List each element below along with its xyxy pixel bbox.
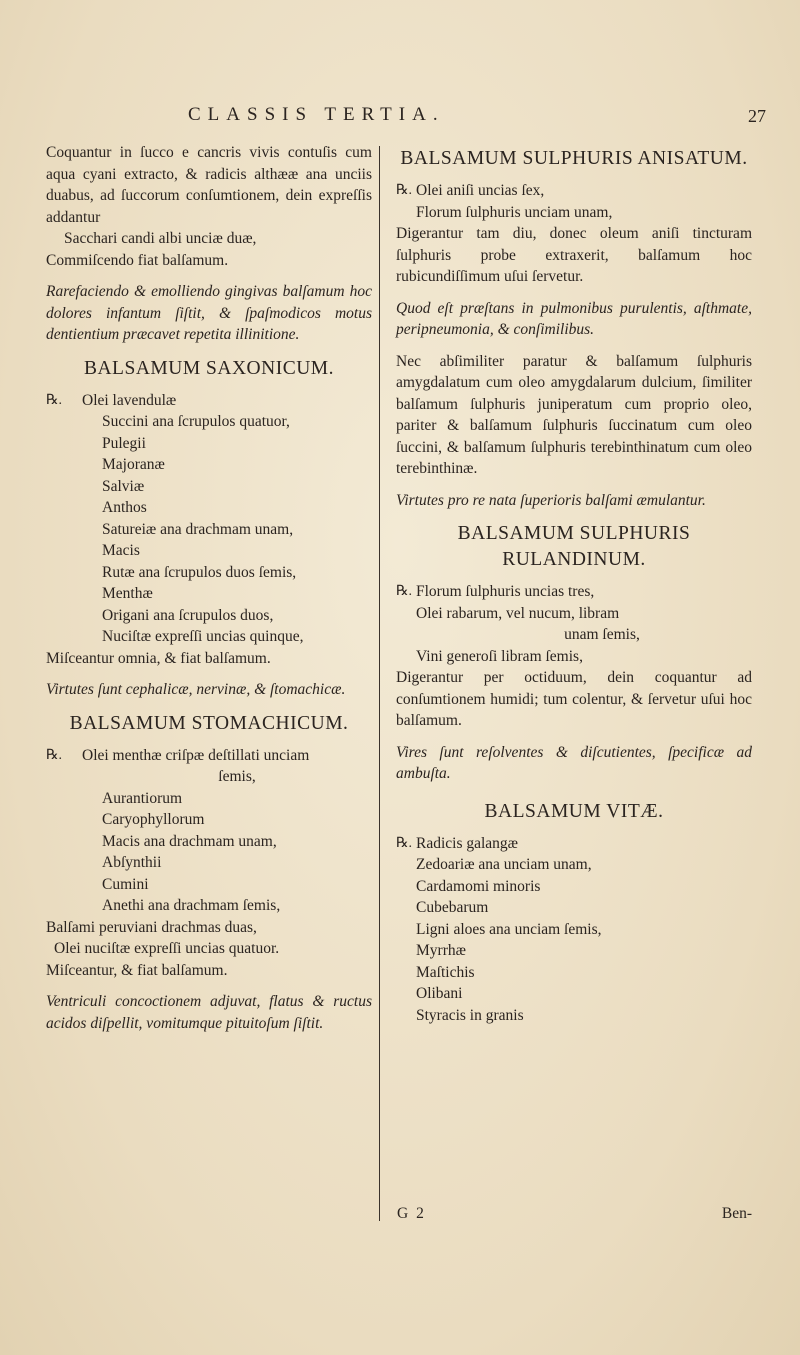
- note-anisatum: Nec abſimiliter paratur & balſamum ſulphuris amygdalatum cum oleo amygdalarum dulcium, ſimiliter balſamum ſulphuris juniperatum cum proprio oleo, pariter & balſamum ſulphuris ſuccinatum cum oleo ſuccini, & balſamum ſulphuris terebinthinatum cum oleo terebinthinæ.: [396, 352, 752, 477]
- virtue2-anisatum: Virtutes pro re nata ſuperioris balſami æmulantur.: [396, 491, 706, 509]
- heading-anisatum: BALSAMUM SULPHURIS ANISATUM.: [400, 148, 748, 169]
- catchword: Ben-: [721, 1205, 752, 1222]
- ingredients-anisatum: [396, 180, 752, 223]
- ingredient-line: unam ſemis,: [564, 626, 640, 643]
- virtue-anisatum: Quod eſt præſtans in pulmonibus purulentis, aſthmate, peripneumonia, & conſimilibus.: [396, 299, 752, 338]
- ingredient-line: Myrrhæ: [416, 942, 466, 959]
- recipe-symbol: ℞.: [396, 584, 413, 599]
- heading-saxonicum: BALSAMUM SAXONICUM.: [83, 357, 335, 379]
- ingredient-line: Macis ana drachmam unam,: [102, 832, 277, 850]
- ingredient-line: Styracis in granis: [416, 1006, 524, 1024]
- intro-line-1: Sacchari candi albi unciæ duæ,: [64, 230, 257, 247]
- ingredients-saxonicum: [46, 390, 372, 648]
- left-column: [46, 142, 372, 1034]
- ingredient-line: Maſtichis: [416, 963, 475, 981]
- ingredient-line: Cubebarum: [416, 899, 489, 916]
- recipe-symbol: ℞.: [46, 392, 63, 408]
- intro-virtue: Rarefaciendo & emolliendo gingivas balſamum hoc dolores infantum ſiſtit, & ſpaſmodicos motus dentientium præcavet repetita illinitione.: [46, 283, 372, 343]
- heading-stomachicum: BALSAMUM STOMACHICUM.: [69, 712, 349, 734]
- ingredient-line: Caryophyllorum: [102, 811, 205, 828]
- ingredient-line: Anthos: [102, 499, 147, 516]
- ingredient-line: ℞. Olei lavendulæ: [46, 390, 372, 412]
- ingredient-line: ℞. Radicis galangæ: [396, 833, 752, 855]
- ingredient-line: Cumini: [102, 875, 149, 893]
- closing-saxonicum: Miſceantur omnia, & fiat balſamum.: [46, 649, 271, 667]
- ingredient-line: Aurantiorum: [102, 789, 183, 807]
- closing-stomachicum: Miſceantur, & fiat balſamum.: [46, 961, 228, 979]
- ingredient-line: Florum ſulphuris unciam unam,: [416, 203, 613, 221]
- ingredient-line: Salviæ: [102, 477, 145, 495]
- ingredient-line: ℞. Florum ſulphuris uncias tres,: [396, 581, 752, 603]
- heading-rulandinum: BALSAMUM SULPHURIS RULANDINUM.: [457, 523, 691, 570]
- ingredient-line: Menthæ: [102, 585, 153, 602]
- ingredient-line: Succini ana ſcrupulos quatuor,: [102, 413, 290, 430]
- ingredient-line: Rutæ ana ſcrupulos duos ſemis,: [102, 563, 297, 581]
- ingredient-line: Ligni aloes ana unciam ſemis,: [416, 920, 602, 938]
- signature-mark: G 2: [397, 1205, 426, 1222]
- running-head: [0, 104, 800, 134]
- ingredient-line: ℞. Olei menthæ criſpæ deſtillati unciam: [46, 745, 372, 767]
- ingredient-line: Satureiæ ana drachmam unam,: [102, 520, 294, 538]
- right-column: [396, 142, 752, 1026]
- running-title: CLASSIS TERTIA.: [188, 104, 445, 125]
- recipe-symbol: ℞.: [46, 747, 63, 763]
- intro-line-2: Commiſcendo fiat balſamum.: [46, 251, 229, 269]
- ingredient-line: Olei rabarum, vel nucum, libram: [416, 604, 620, 622]
- ingredient-line: Vini generoſi libram ſemis,: [416, 647, 583, 665]
- text-rulandinum: Digerantur per octiduum, dein coquantur ad conſumtionem humidi; tum colentur, & ſervetur uſui hoc balſamum.: [396, 669, 752, 729]
- text-anisatum: Digerantur tam diu, donec oleum aniſi tincturam ſulphuris probe extraxerit, balſamum hoc rubicundiſſimum uſui ſervetur.: [396, 225, 752, 285]
- ingredient-line: Olei nuciſtæ expreſſi uncias quatuor.: [54, 940, 280, 957]
- recipe-symbol: ℞.: [396, 835, 413, 851]
- ingredient-line: Olibani: [416, 985, 463, 1002]
- ingredient-line: Origani ana ſcrupulos duos,: [102, 606, 274, 624]
- ingredients-stomachicum: [46, 745, 372, 960]
- ingredient-line: Macis: [102, 542, 140, 559]
- ingredient-line: Abſynthii: [102, 854, 162, 871]
- virtue-rulandinum: Vires ſunt reſolventes & diſcutientes, ſpecificæ ad ambuſta.: [396, 743, 752, 782]
- ingredients-vitae: [396, 833, 752, 1027]
- page-footer: [397, 1205, 752, 1229]
- heading-vitae: BALSAMUM VITÆ.: [484, 800, 664, 822]
- ingredient-line: ſemis,: [218, 768, 256, 785]
- ingredient-line: Cardamomi minoris: [416, 877, 541, 895]
- ingredient-line: Majoranæ: [102, 456, 165, 473]
- ingredient-line: Pulegii: [102, 434, 146, 452]
- intro-paragraph: Coquantur in ſucco e cancris vivis contuſis cum aqua cyani extracto, & radicis althææ ana unciis duabus, ad ſuccorum conſumtionem, dein expreſſis addantur: [46, 144, 372, 226]
- ingredient-line: ℞. Olei aniſi uncias ſex,: [396, 180, 752, 202]
- ingredient-line: Zedoariæ ana unciam unam,: [416, 856, 592, 873]
- page-number: 27: [748, 106, 766, 126]
- ingredient-line: Nuciſtæ expreſſi uncias quinque,: [102, 628, 304, 645]
- ingredient-line: Anethi ana drachmam ſemis,: [102, 897, 281, 914]
- recipe-symbol: ℞.: [396, 183, 413, 198]
- ingredients-rulandinum: [396, 581, 752, 667]
- virtue-saxonicum: Virtutes ſunt cephalicæ, nervinæ, & ſtomachicæ.: [46, 681, 346, 698]
- column-divider: [379, 146, 380, 1221]
- virtue-stomachicum: Ventriculi concoctionem adjuvat, flatus & ructus acidos diſpellit, vomitumque pituitoſum ſiſtit.: [46, 993, 372, 1032]
- ingredient-line: Balſami peruviani drachmas duas,: [46, 918, 257, 936]
